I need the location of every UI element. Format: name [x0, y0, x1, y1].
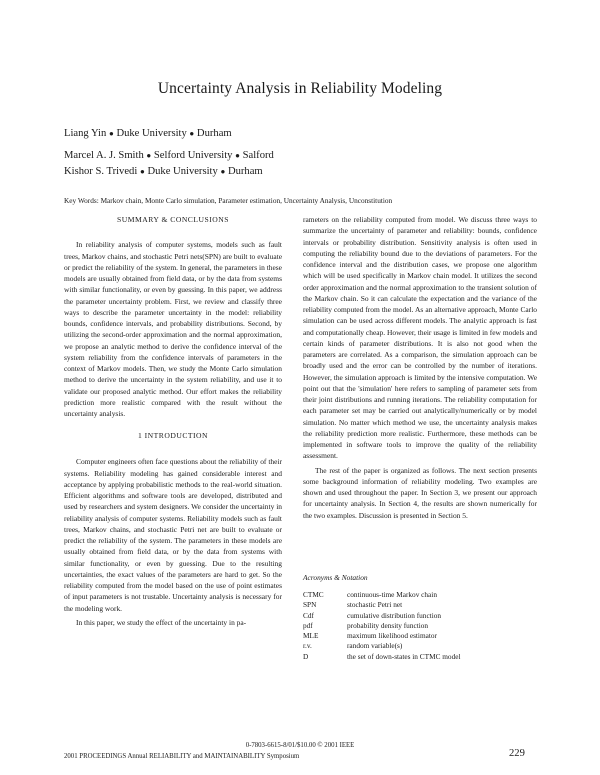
- acronym-desc: continuous-time Markov chain: [347, 590, 437, 599]
- acronym-abbr: CTMC: [303, 590, 324, 599]
- introduction-section: [64, 430, 282, 628]
- acronym-abbr: D: [303, 651, 309, 661]
- right-paragraph-1: rameters on the reliability computed from model. We discuss three ways to summarize the uncertainty of parameter and reliability: bounds, confidence intervals or probability distribution. Sensitivity analysis is often used in computing the reliability bound due to the deviations of parameters. For the confidence interval and the distribution cases, we propose one algorithm which will be used specifically in Markov chain model. It utilizes the second order approximation and the normal approximation to the transient solution of the Markov chain. So it can calculate the expectation and the variance of the reliability computed from the model. As an alternative approach, Monte Carlo simulation can be used across different models. The analytic approach is fast and computationally cheap. However, their usage is limited in few models and certain kinds of parameter distributions. It is also not good when the parameters are correlated. As a comparison, the simulation approach can be broadly used and the error can be controlled by the number of iterations. However, the simulation approach is limited by the intensive computation. We point out that the 'simulation' here refers to sampling of parameter sets from their joint distributions and running iterations. The reliability computation for each parameter set may be carried out analytically/numerically or by model simulation. No matter which method we use, the uncertainty analysis makes the reliability prediction more realistic. Furthermore, these methods can be implemented in software tools to improve the quality of the reliability assessment.: [303, 215, 537, 461]
- acronym-row: [303, 611, 461, 621]
- author-affiliation: Duke University: [116, 128, 187, 139]
- author-name: Liang Yin: [64, 128, 107, 139]
- footer-proceedings: 2001 PROCEEDINGS Annual RELIABILITY and MAINTAINABILITY Symposium: [64, 753, 300, 760]
- right-paragraph-2: The rest of the paper is organized as follows. The next section presents some background information of reliability modeling. Two examples are shown and used throughout the paper. In Section 3, we present our approach for uncertainty analysis. In Section 4, the results are shown numerically for the two examples. Discussion is presented in Section 5.: [303, 465, 537, 520]
- keywords: Key Words: Markov chain, Monte Carlo simulation, Parameter estimation, Uncertainty Analysis, Unconstitution: [64, 196, 393, 205]
- bullet-icon: ●: [189, 129, 195, 138]
- acronym-desc: random variable(s): [347, 641, 403, 651]
- acronym-abbr: pdf: [303, 620, 313, 630]
- author-city: Durham: [196, 128, 232, 139]
- author-affiliation: Duke University: [147, 166, 218, 177]
- acronym-desc: maximum likelihood estimator: [347, 631, 437, 641]
- acronym-row: [303, 641, 461, 651]
- acronym-abbr: Cdf: [303, 610, 314, 620]
- bullet-icon: ●: [235, 151, 240, 160]
- acronym-row: [303, 631, 461, 641]
- author-affiliation: Selford University: [153, 150, 233, 161]
- summary-paragraph: In reliability analysis of computer systems, models such as fault trees, Markov chains, and stochastic Petri nets(SPN) are built to evaluate or predict the reliability of the system. In general, the parameters in these models are usually obtained from field data, or by the data from systems with similar functionality, or even by guessing. In this paper, we address the parameter uncertainty problem. First, we review and classify three ways to describe the parameter uncertainty in the model: reliability bounds, confidence intervals, and probability distributions. Second, by utilizing the second-order approximation and the normal approximation, we propose an analytic method to derive the confidence interval of the system reliability from the confidence intervals of parameters in the context of Markov models. Then, we study the Monte Carlo simulation method to derive the uncertainty in the system reliability, and use it to validate our proposed analytic method. Our effort makes the reliability prediction more realistic compared with the result without the uncertainty analysis.: [64, 240, 282, 418]
- author-line-1: [64, 128, 232, 139]
- bullet-icon: ●: [108, 129, 114, 138]
- author-name: Kishor S. Trivedi: [64, 166, 138, 177]
- introduction-paragraph-2: In this paper, we study the effect of the uncertainty in pa-: [76, 617, 247, 627]
- acronym-row: [303, 590, 461, 600]
- acronym-desc: stochastic Petri net: [347, 600, 403, 610]
- acronym-desc: cumulative distribution function: [347, 610, 442, 620]
- acronym-desc: probability density function: [347, 620, 429, 630]
- author-city: Salford: [242, 150, 274, 161]
- author-city: Durham: [227, 166, 263, 177]
- acronym-abbr: SPN: [303, 600, 317, 610]
- paper-title: Uncertainty Analysis in Reliability Modeling: [157, 80, 443, 97]
- author-line-3: [64, 166, 263, 177]
- acronyms-heading: Acronyms & Notation: [303, 573, 368, 582]
- acronyms-table: [303, 590, 461, 662]
- acronym-row: [303, 600, 461, 610]
- acronym-row: [303, 652, 461, 662]
- right-column-text: [303, 214, 537, 521]
- bullet-icon: ●: [146, 151, 152, 160]
- acronym-row: [303, 621, 461, 631]
- author-line-2: [64, 150, 274, 161]
- introduction-paragraph-1: Computer engineers often face questions about the reliability of their systems. Reliability modeling has gained considerable interest and acceptance by applying probabilistic methods to the real-world situation. Efficient algorithms and software tools are developed, distributed and used by researchers and system designers. We consider the uncertainty in reliability analysis of computer systems. Reliability models such as fault trees, Markov chains, and stochastic Petri net are built to evaluate or predict the reliability of the system. The parameters in these models are usually obtained from field data, or by the data from systems with similar functionality, or even by guessing. Due to the resulting uncertainties, the exact values of the parameters are hard to get. So the reliability computed from the model based on the use of point estimates of input parameters is not trustable. Uncertainty analysis is necessary for the modeling work.: [64, 457, 282, 613]
- introduction-heading: 1 INTRODUCTION: [137, 431, 209, 440]
- acronym-abbr: MLE: [303, 631, 319, 641]
- footer-isbn: 0-7803-6615-8/01/$10.00 © 2001 IEEE: [245, 742, 355, 749]
- summary-section: [64, 214, 282, 419]
- acronym-desc: the set of down-states in CTMC model: [347, 651, 461, 661]
- bullet-icon: ●: [220, 167, 226, 176]
- author-name: Marcel A. J. Smith: [64, 150, 144, 161]
- summary-heading: SUMMARY & CONCLUSIONS: [117, 215, 229, 224]
- page-number: 229: [509, 748, 525, 759]
- bullet-icon: ●: [139, 167, 145, 176]
- acronym-abbr: r.v.: [303, 641, 312, 651]
